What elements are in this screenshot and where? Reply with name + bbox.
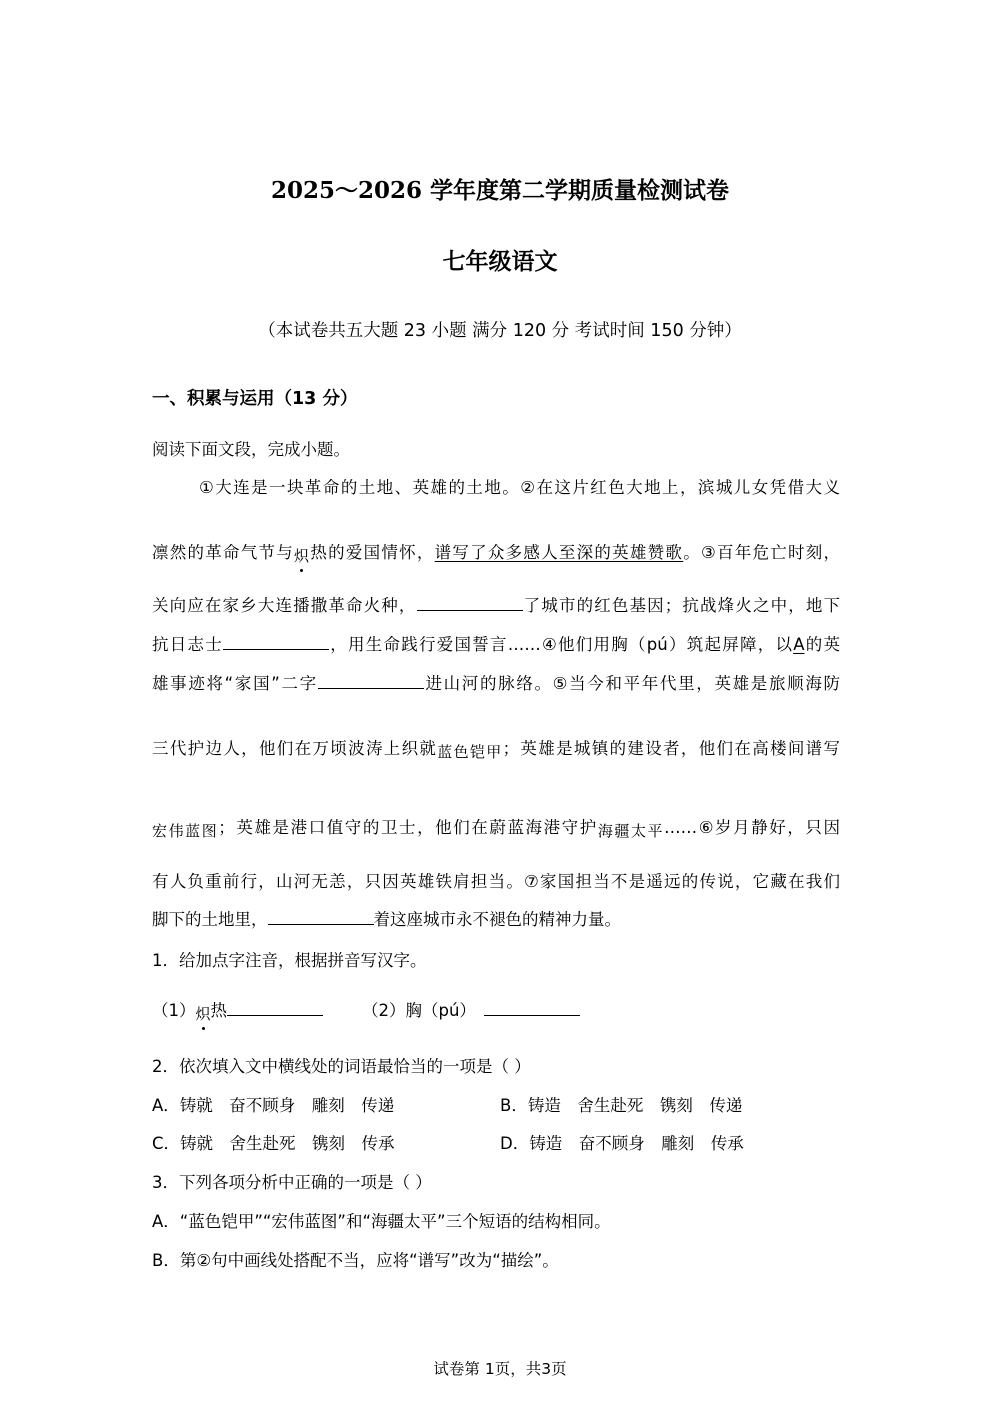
fill-blank-4 <box>268 910 374 925</box>
passage-line-7: 宏伟蓝图；英雄是港口值守的卫士，他们在蔚蓝海港守护海疆太平……⑥岁月静好，只因 <box>152 818 840 840</box>
dotted-char: 炽 <box>195 1005 211 1023</box>
answer-blank-1[interactable] <box>227 1001 323 1016</box>
question-1-part-2: （2）胸（pú） <box>362 1000 580 1022</box>
passage-line-3: 关向应在家乡大连播撒革命火种， 了城市的红色基因；抗战烽火之中，地下 <box>152 596 841 615</box>
passage-intro: 阅读下面文段，完成小题。 <box>152 440 350 459</box>
question-3-stem: 3．下列各项分析中正确的一项是（ ） <box>152 1173 432 1192</box>
passage-line-2: 凛然的革命气节与炽热的爱国情怀，谱写了众多感人至深的英雄赞歌。③百年危亡时刻， <box>152 543 841 565</box>
page-footer: 试卷第 1页，共3页 <box>433 1360 567 1378</box>
passage-line-8: 有人负重前行，山河无恙，只因英雄铁肩担当。⑦家国担当不是遥远的传说，它藏在我们 <box>152 872 840 891</box>
question-1-part-1: （1）炽热 <box>152 1000 323 1025</box>
question-2-stem: 2．依次填入文中横线处的词语最恰当的一项是（ ） <box>152 1057 531 1076</box>
underlined-a: A <box>793 635 805 654</box>
passage-line-4: 抗日志士 ，用生命践行爱国誓言……④他们用胸（pú）筑起屏障，以A的英 <box>152 635 840 654</box>
fill-blank-2 <box>223 635 329 650</box>
exam-subtitle: 七年级语文 <box>442 248 558 275</box>
exam-note: （本试卷共五大题 23 小题 满分 120 分 考试时间 150 分钟） <box>258 321 742 341</box>
question-3-option-a: A．“蓝色铠甲”“宏伟蓝图”和“海疆太平”三个短语的结构相同。 <box>152 1212 611 1231</box>
question-2-option-b: B．铸造 舍生赴死 镌刻 传递 <box>500 1096 743 1115</box>
fill-blank-3 <box>318 674 424 689</box>
passage-line-1: ①大连是一块革命的土地、英雄的土地。②在这片红色大地上，滨城儿女凭借大义 <box>199 478 840 497</box>
dotted-char: 炽 <box>294 547 310 565</box>
answer-blank-2[interactable] <box>484 1001 580 1016</box>
underlined-phrase: 谱写了众多感人至深的英雄赞歌 <box>434 543 684 562</box>
question-2-option-c: C．铸就 舍生赴死 镌刻 传承 <box>152 1134 395 1153</box>
question-2-option-a: A．铸就 奋不顾身 雕刻 传递 <box>152 1096 395 1115</box>
passage-line-6: 三代护边人，他们在万顷波涛上织就蓝色铠甲；英雄是城镇的建设者，他们在高楼间谱写 <box>152 739 841 761</box>
section-heading: 一、积累与运用（13 分） <box>152 389 358 409</box>
question-1-stem: 1．给加点字注音，根据拼音写汉字。 <box>152 951 427 970</box>
fill-blank-1 <box>417 596 523 611</box>
question-3-option-b: B．第②句中画线处搭配不当，应将“谱写”改为“描绘”。 <box>152 1251 559 1270</box>
passage-line-9: 脚下的土地里， 着这座城市永不褪色的精神力量。 <box>152 910 621 929</box>
exam-title: 2025～2026 学年度第二学期质量检测试卷 <box>270 177 730 204</box>
question-2-option-d: D．铸造 奋不顾身 雕刻 传承 <box>500 1134 744 1153</box>
passage-line-5: 雄事迹将“家国”二字 进山河的脉络。⑤当今和平年代里，英雄是旅顺海防 <box>152 674 840 693</box>
